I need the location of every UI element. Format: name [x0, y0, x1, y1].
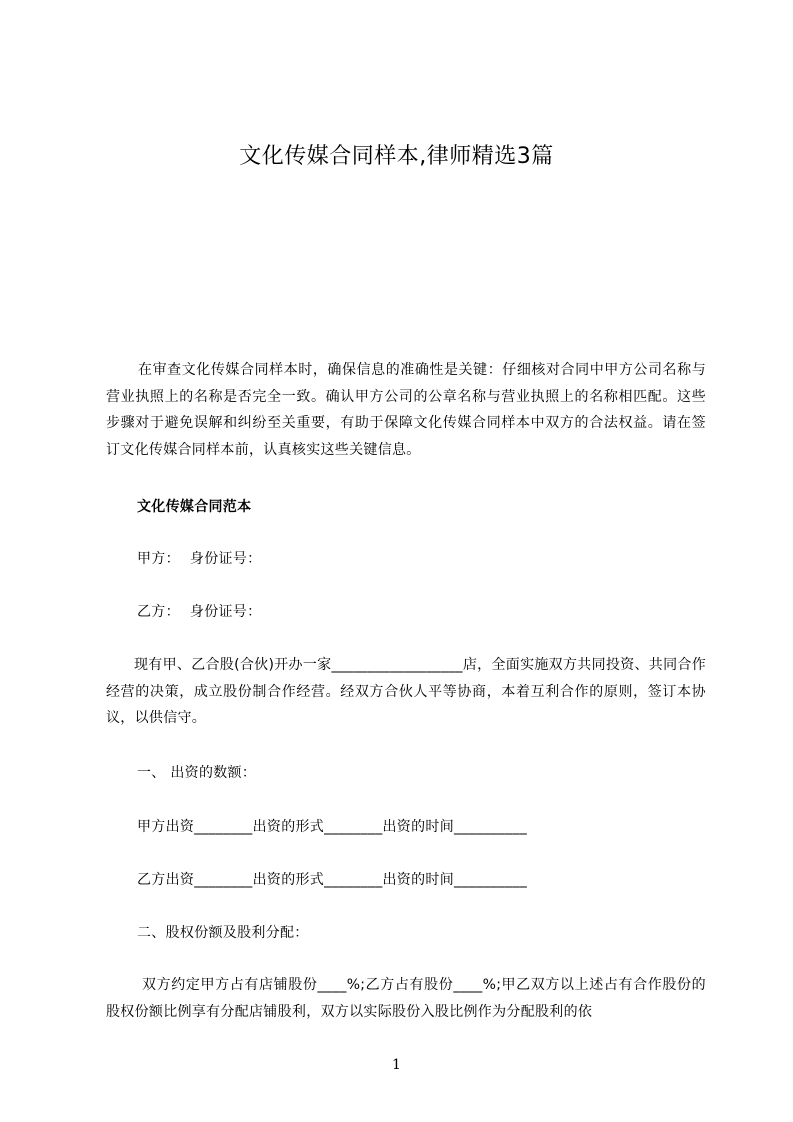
- clause-1-heading: 一、 出资的数额：: [137, 765, 257, 781]
- section-heading: 文化传媒合同范本: [137, 499, 252, 515]
- party-b-line: [137, 602, 261, 622]
- clause-2-paragraph: 双方约定甲方占有店铺股份____%;乙方占有股份____%;甲乙双方以上述占有合作股份的股权份额比例享有分配店铺股利，双方以实际股份入股比例作为分配股利的依: [106, 977, 706, 1020]
- party-a-line: [137, 549, 261, 569]
- document-title: 文化传媒合同样本,律师精选3篇: [239, 144, 554, 169]
- clause-1-party-b-contribution: 乙方出资________出资的形式________出资的时间__________: [137, 872, 527, 888]
- party-b-label: 乙方：: [137, 604, 180, 620]
- party-a-id-label: 身份证号：: [189, 551, 262, 567]
- page-number: 1: [392, 1057, 401, 1073]
- party-b-id-label: 身份证号：: [189, 604, 262, 620]
- intro-paragraph: 在审查文化传媒合同样本时，确保信息的准确性是关键：仔细核对合同中甲方公司名称与营业执照上的名称是否完全一致。确认甲方公司的公章名称与营业执照上的名称相匹配。这些步骤对于避免误解和纠纷至关重要，有助于保障文化传媒合同样本中双方的合法权益。请在签订文化传媒合同样本前，认真核实这些关键信息。: [106, 362, 706, 458]
- party-a-label: 甲方：: [137, 551, 180, 567]
- agreement-paragraph: 现有甲、乙合股(合伙)开办一家__________________店，全面实施双方共同投资、共同合作经营的决策，成立股份制合作经营。经双方合伙人平等协商，本着互利合作的原则，签订本协议，以供信守。: [106, 657, 706, 726]
- clause-2-heading: 二、股权份额及股利分配：: [137, 925, 309, 941]
- clause-1-party-a-contribution: 甲方出资________出资的形式________出资的时间__________: [137, 819, 527, 835]
